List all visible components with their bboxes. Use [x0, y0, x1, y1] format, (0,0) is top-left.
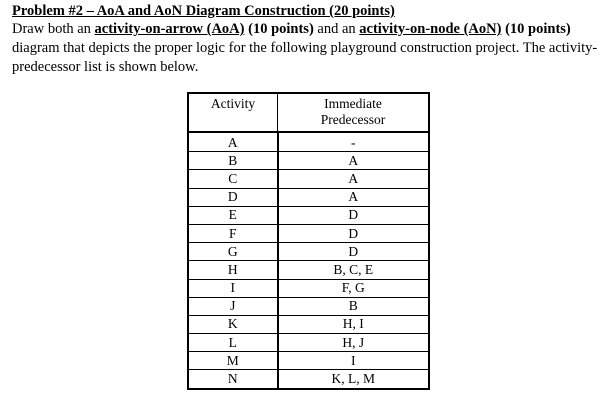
- table-row: [188, 297, 429, 315]
- activity-cell: A: [188, 132, 278, 152]
- table-row: [188, 315, 429, 333]
- table-row: [188, 188, 429, 206]
- table-row: [188, 370, 429, 389]
- predecessor-cell: D: [278, 224, 430, 242]
- table-row: [188, 170, 429, 188]
- table-row: [188, 352, 429, 370]
- table-body: [188, 132, 429, 389]
- predecessor-cell: A: [278, 188, 430, 206]
- problem-block: [12, 2, 608, 77]
- table-row: [188, 261, 429, 279]
- predecessor-cell: -: [278, 132, 430, 152]
- aoa-points: (10 points): [244, 21, 314, 37]
- predecessor-cell: A: [278, 170, 430, 188]
- header-predecessor-line2: Predecessor: [320, 112, 386, 127]
- activity-cell: H: [188, 261, 278, 279]
- header-predecessor: [278, 93, 430, 132]
- activity-cell: F: [188, 224, 278, 242]
- activity-cell: M: [188, 352, 278, 370]
- predecessor-cell: D: [278, 206, 430, 224]
- desc-text-3: diagram that depicts the proper logic for the following playground construction project. The activity-predecessor list is shown below.: [12, 40, 598, 75]
- problem-description: [12, 20, 608, 77]
- predecessor-cell: A: [278, 152, 430, 170]
- activity-cell: K: [188, 315, 278, 333]
- table-row: [188, 152, 429, 170]
- activity-cell: B: [188, 152, 278, 170]
- header-activity: Activity: [188, 93, 278, 132]
- activity-cell: G: [188, 243, 278, 261]
- table-row: [188, 224, 429, 242]
- table-row: [188, 279, 429, 297]
- activity-cell: D: [188, 188, 278, 206]
- table-row: [188, 206, 429, 224]
- predecessor-cell: B: [278, 297, 430, 315]
- activity-cell: I: [188, 279, 278, 297]
- table-row: [188, 243, 429, 261]
- table-header-row: [188, 93, 429, 132]
- predecessor-cell: D: [278, 243, 430, 261]
- table-row: [188, 132, 429, 152]
- desc-text-1: Draw both an: [12, 21, 95, 37]
- activity-cell: J: [188, 297, 278, 315]
- desc-text-2: and an: [313, 21, 360, 37]
- problem-title: Problem #2 – AoA and AoN Diagram Construction (20 points): [12, 3, 395, 19]
- activity-cell: N: [188, 370, 278, 389]
- activity-cell: C: [188, 170, 278, 188]
- predecessor-cell: F, G: [278, 279, 430, 297]
- predecessor-cell: K, L, M: [278, 370, 430, 389]
- table-row: [188, 334, 429, 352]
- activity-cell: L: [188, 334, 278, 352]
- aon-label: activity-on-node (AoN): [359, 21, 502, 37]
- activity-cell: E: [188, 206, 278, 224]
- aon-points: (10 points): [501, 21, 571, 37]
- predecessor-cell: H, I: [278, 315, 430, 333]
- predecessor-cell: B, C, E: [278, 261, 430, 279]
- predecessor-cell: I: [278, 352, 430, 370]
- header-predecessor-line1: Immediate: [324, 96, 382, 111]
- aoa-label: activity-on-arrow (AoA): [94, 21, 245, 37]
- activity-predecessor-table: [187, 92, 430, 390]
- predecessor-cell: H, J: [278, 334, 430, 352]
